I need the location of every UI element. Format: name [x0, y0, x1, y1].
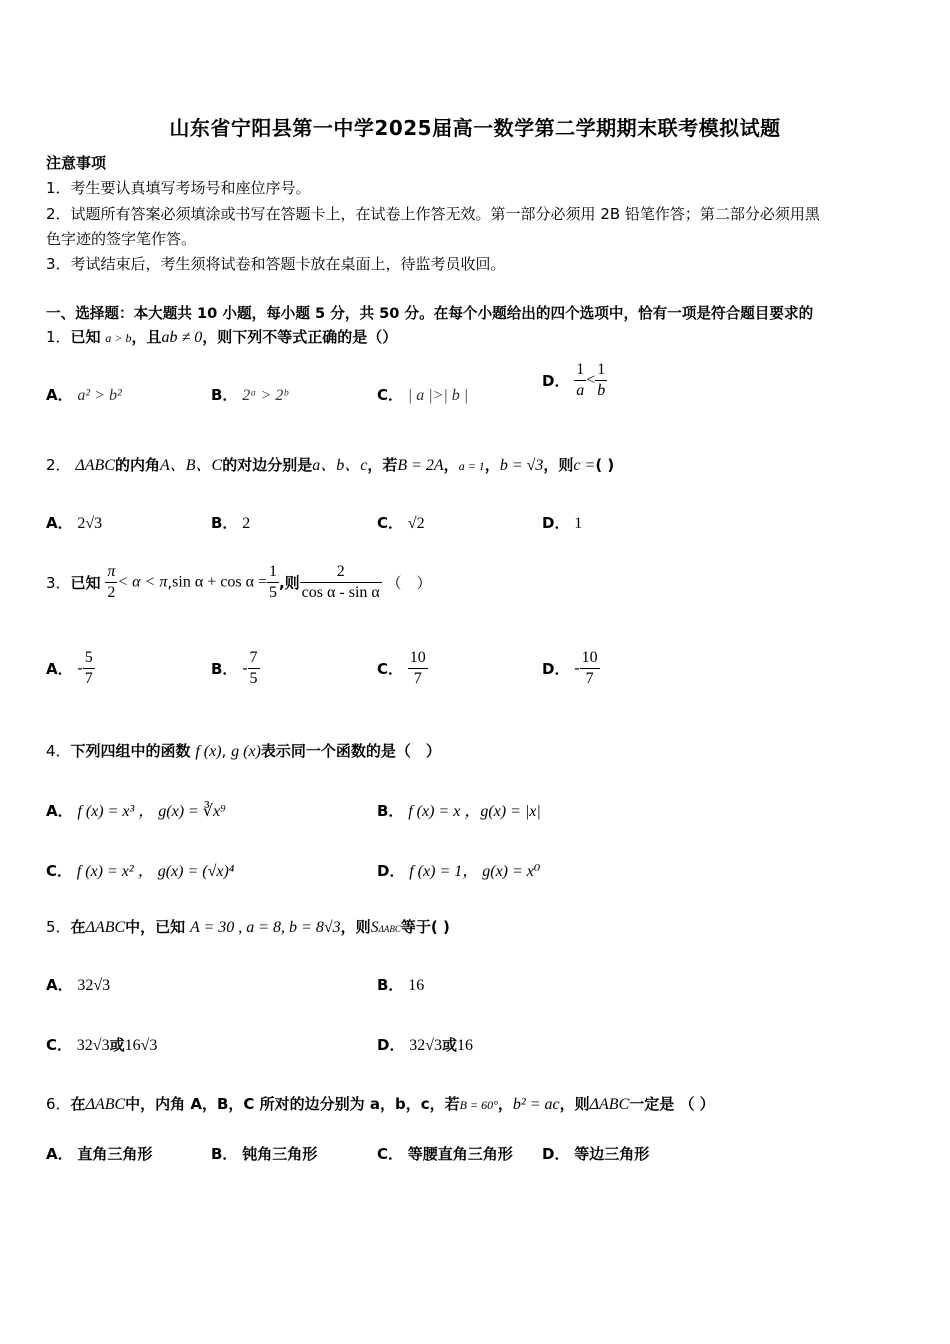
option-label: A．	[46, 514, 73, 532]
q3-math: < α < π	[117, 573, 168, 591]
q1-option-c[interactable]	[377, 384, 468, 405]
q1-option-a[interactable]	[46, 384, 122, 405]
question-5	[46, 916, 450, 937]
notice-item-2b: 色字迹的签字笔作答。	[46, 230, 197, 248]
option-math: 32√3	[77, 977, 111, 994]
q3-math: sin α + cos α =	[172, 573, 267, 591]
q2-math: c =	[573, 457, 596, 474]
fraction: $\frac{1}{a}$	[576, 361, 585, 399]
q6-math: ΔABC	[589, 1096, 630, 1113]
q5-math-subscript: ΔABC	[378, 924, 401, 934]
option-label: C．	[377, 1145, 404, 1163]
q1-text-2: ，且	[131, 328, 162, 346]
q4-option-a[interactable]	[46, 798, 226, 821]
option-math: f (x) = x ，g(x) = |x|	[408, 803, 541, 820]
q3-option-c[interactable]	[377, 648, 428, 689]
q1-number: 1．	[46, 328, 71, 346]
q2-option-d[interactable]	[542, 512, 582, 533]
q6-text: 中，内角 A，B，C 所对的边分别为 a，b，c，若	[125, 1095, 460, 1113]
option-math: 2ᵃ > 2ᵇ	[242, 387, 288, 404]
option-label: A．	[46, 802, 73, 820]
fraction: $\frac{10}{7}$	[409, 649, 426, 687]
option-math: 1	[574, 515, 583, 532]
q4-text: 下列四组中的函数	[70, 742, 191, 760]
option-math: 32√3	[76, 1037, 110, 1054]
q2-text: 的对边分别是	[222, 456, 313, 474]
q3-text: ,则	[278, 574, 300, 592]
q5-option-d[interactable]	[377, 1034, 473, 1055]
option-math: 16√3	[124, 1037, 158, 1054]
q3-option-b[interactable]	[211, 648, 260, 689]
q6-text: ，则	[559, 1095, 590, 1113]
q2-option-a[interactable]	[46, 512, 102, 533]
q6-text: 在	[70, 1095, 86, 1113]
q2-text: 的内角	[114, 456, 160, 474]
q4-number: 4．	[46, 742, 71, 760]
q2-math: b = √3	[499, 457, 544, 474]
option-label: D．	[542, 1145, 570, 1163]
minus-sign: -	[242, 659, 248, 677]
option-label: C．	[46, 862, 73, 880]
fraction: $\frac{7}{5}$	[249, 649, 258, 687]
q2-math: A、B、C	[159, 457, 223, 474]
option-or: 或	[442, 1036, 458, 1054]
q6-option-a[interactable]	[46, 1143, 152, 1164]
q3-text: （ ）	[386, 574, 432, 592]
question-6	[46, 1093, 715, 1114]
fraction: $\frac{1}{5}$	[268, 563, 277, 601]
q5-text: 在	[70, 918, 86, 936]
option-label: B．	[377, 976, 404, 994]
fraction: $\frac{5}{7}$	[84, 649, 93, 687]
q5-math: S	[370, 919, 379, 936]
q6-option-b[interactable]	[211, 1143, 317, 1164]
q4-text: ,	[221, 742, 227, 760]
q6-text: ，	[497, 1095, 513, 1113]
option-label: C．	[46, 1036, 73, 1054]
option-math: √2	[407, 515, 425, 532]
option-label: D．	[377, 1036, 405, 1054]
option-text: 等腰直角三角形	[407, 1145, 513, 1163]
q4-option-d[interactable]	[377, 858, 540, 881]
q2-math: B = 2A	[397, 457, 444, 474]
q1-math-1: a > b	[105, 331, 132, 345]
q2-text: ，若	[367, 456, 398, 474]
option-label: A．	[46, 976, 73, 994]
option-label: D．	[377, 862, 405, 880]
q6-number: 6．	[46, 1095, 71, 1113]
q3-option-d[interactable]	[542, 648, 600, 689]
option-label: D．	[542, 660, 570, 678]
option-text: 钝角三角形	[242, 1145, 318, 1163]
q3-number: 3．	[46, 574, 71, 592]
option-math: f (x) = x³ ， g(x) = ∛x⁹	[77, 803, 226, 820]
q4-text: 表示同一个函数的是（ ）	[260, 742, 441, 760]
q5-text: 等于( )	[400, 918, 450, 936]
q1-math-2: ab ≠ 0	[161, 329, 203, 346]
q4-option-b[interactable]	[377, 798, 541, 821]
fraction: $\frac{1}{b}$	[597, 361, 606, 399]
q2-text: ，	[443, 456, 459, 474]
fraction: $\frac{10}{7}$	[581, 649, 598, 687]
q2-math: a = 1	[458, 459, 485, 473]
option-label: D．	[542, 514, 570, 532]
q6-option-d[interactable]	[542, 1143, 649, 1164]
q6-math: B = 60°	[459, 1098, 498, 1112]
notice-item-2a: 2．试题所有答案必须填涂或书写在答题卡上，在试卷上作答无效。第一部分必须用 2B 铅笔作答；第二部分必须用黑	[46, 205, 820, 223]
minus-sign: -	[77, 659, 83, 677]
option-math: 2√3	[77, 515, 103, 532]
q6-math: ΔABC	[85, 1096, 126, 1113]
option-label: C．	[377, 660, 404, 678]
option-label: A．	[46, 660, 73, 678]
page-title: 山东省宁阳县第一中学2025届高一数学第二学期期末联考模拟试题	[169, 116, 781, 140]
option-label: C．	[377, 386, 404, 404]
option-label: D．	[542, 372, 570, 390]
option-label: C．	[377, 514, 404, 532]
option-label: B．	[211, 386, 238, 404]
section-heading: 一、选择题：本大题共 10 小题，每小题 5 分，共 50 分。在每个小题给出的四个选项中，恰有一项是符合题目要求的	[46, 305, 814, 322]
notice-item-1: 1．考生要认真填写考场号和座位序号。	[46, 179, 311, 197]
q3-text: ,	[167, 573, 173, 592]
q1-text-3: ，则下列不等式正确的是（）	[202, 328, 398, 346]
q6-math: b² = ac	[512, 1096, 560, 1113]
option-text: 等边三角形	[574, 1145, 650, 1163]
q6-option-c[interactable]	[377, 1143, 513, 1164]
q2-math: ΔABC	[75, 457, 115, 474]
q2-text: ，	[484, 456, 500, 474]
option-math: f (x) = 1， g(x) = x⁰	[409, 863, 541, 880]
option-math: a² > b²	[77, 387, 122, 404]
q5-math: ΔABC	[85, 919, 126, 936]
q5-text: 中，已知	[125, 918, 186, 936]
q2-text: ( )	[595, 456, 615, 474]
q5-option-b[interactable]	[377, 974, 424, 995]
question-4	[46, 740, 441, 761]
q4-option-c[interactable]	[46, 858, 234, 881]
option-label: B．	[211, 514, 238, 532]
notice-item-3: 3．考试结束后，考生须将试卷和答题卡放在桌面上，待监考员收回。	[46, 255, 506, 273]
q1-text-1: 已知	[70, 328, 101, 346]
option-math: 16	[457, 1037, 474, 1054]
q1-option-d[interactable]	[542, 360, 607, 401]
q3-text: 已知	[70, 574, 101, 592]
q5-option-a[interactable]	[46, 974, 110, 995]
fraction: $\frac{\pi}{2}$	[107, 563, 116, 601]
q2-option-b[interactable]	[211, 512, 250, 533]
q1-option-b[interactable]	[211, 384, 288, 405]
option-math: 16	[408, 977, 425, 994]
option-math: 2	[242, 515, 251, 532]
option-label: B．	[211, 660, 238, 678]
option-label: B．	[377, 802, 404, 820]
option-label: A．	[46, 386, 73, 404]
q4-math: f (x)	[195, 743, 222, 760]
question-1	[46, 326, 397, 347]
option-math: 32√3	[409, 1037, 443, 1054]
q5-math: A = 30 , a = 8, b = 8√3	[189, 919, 341, 936]
fraction: $\frac{2}{\text{cos α - sin α}}$	[301, 563, 380, 601]
q2-math: a、b、c	[312, 457, 368, 474]
question-2	[46, 452, 614, 475]
option-math: f (x) = x² ， g(x) = (√x)⁴	[76, 863, 235, 880]
q5-text: ，则	[340, 918, 371, 936]
q5-number: 5．	[46, 918, 71, 936]
q6-text: 一定是 （ ）	[629, 1095, 715, 1113]
option-label: B．	[211, 1145, 238, 1163]
q2-option-c[interactable]	[377, 512, 425, 533]
less-than: <	[586, 371, 596, 389]
q3-option-a[interactable]	[46, 648, 95, 689]
option-or: 或	[109, 1036, 125, 1054]
q5-option-c[interactable]	[46, 1034, 157, 1055]
q2-text: ，则	[543, 456, 574, 474]
q4-math: g (x)	[231, 743, 261, 760]
q2-number: 2．	[46, 456, 71, 474]
option-math: | a |>| b |	[407, 387, 469, 404]
notice-heading: 注意事项	[46, 154, 107, 172]
minus-sign: -	[574, 659, 580, 677]
question-3	[46, 562, 432, 603]
option-text: 直角三角形	[77, 1145, 153, 1163]
option-label: A．	[46, 1145, 73, 1163]
